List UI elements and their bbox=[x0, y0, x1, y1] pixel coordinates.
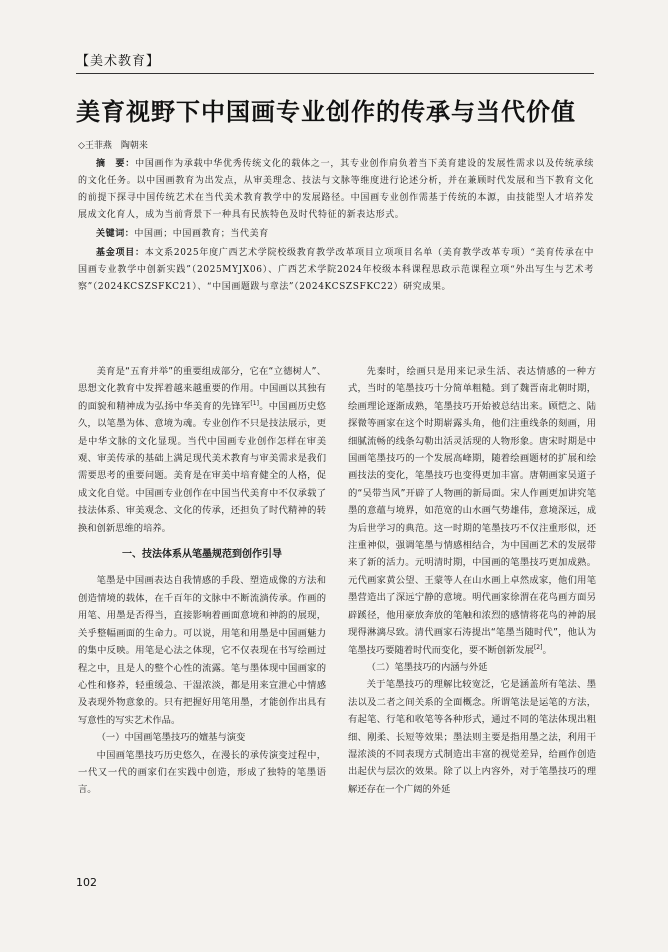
abstract-block bbox=[78, 156, 594, 296]
abstract-label: 摘 要： bbox=[96, 159, 136, 169]
fund-label: 基金项目： bbox=[96, 248, 145, 258]
paragraph: 美育是“五育并举”的重要组成部分，它在“立德树人”、思想文化教育中发挥着越来越重要的作用。中国画以其独有的面貌和精神成为弘扬中华美育的先锋军[1]。中国画历史悠久，以笔墨为体、意境为魂。专业创作不只是技法展示，更是中华文脉的文化显现。当代中国画专业创作怎样在审美观、审美传承的基础上满足现代美术教育与审美需求是我们需要思考的重要问题。美育是在审美中培育健全的人格，促成文化自觉。中国画专业创作在中国当代美育中不仅承载了技法体系、审美观念、文化的传承，还担负了时代精神的转换和创新思维的培养。 bbox=[78, 366, 326, 534]
keywords-text: 中国画；中国画教育；当代美育 bbox=[134, 229, 269, 239]
article-authors: ◇王菲燕 陶朝来 bbox=[78, 141, 148, 151]
paragraph: 中国画笔墨技巧历史悠久，在漫长的承传演变过程中，一代又一代的画家们在实践中创造，形成了独特的笔墨语言。 bbox=[78, 749, 326, 796]
paragraph: 关于笔墨技巧的理解比较宽泛，它是涵盖所有笔法、墨法以及二者之间关系的全面概念。所谓笔法是运笔的方法，有起笔、行笔和收笔等各种形式，通过不同的笔法体现出粗细、刚柔、长短等效果；墨法则主要是指用墨之法，利用干湿浓淡的不同表现方式制造出丰富的视觉差异，给画作创造出起伏与层次的效果。除了以上内容外，对于笔墨技巧的理解还存在一个广阔的外延 bbox=[348, 679, 596, 795]
article-title: 美育视野下中国画专业创作的传承与当代价值 bbox=[76, 98, 576, 126]
section-tag: 【美术教育】 bbox=[76, 54, 161, 69]
paragraph: 先秦时，绘画只是用来记录生活、表达情感的一种方式，当时的笔墨技巧十分简单粗糙。到了魏晋南北朝时期，绘画理论逐渐成熟，笔墨技巧开始被总结出来。顾恺之、陆探微等画家在这个时期崭露头角，他们注重线条的刻画，用细腻流畅的线条勾勒出活灵活现的人物形象。唐宋时期是中国画笔墨技巧的一个发展高峰期，随着绘画题材的扩展和绘画技法的变化，笔墨技巧也变得更加丰富。唐朝画家吴道子的“吴带当风”开辟了人物画的新局面。宋人作画更加讲究笔墨的意蕴与境界，如范宽的山水画气势雄伟，意境深远，成为后世学习的典范。这一时期的笔墨技巧不仅注重形似，还注重神似，强调笔墨与情感相结合，为中国画艺术的发展带来了新的活力。元明清时期，中国画的笔墨技巧更加成熟。元代画家黄公望、王蒙等人在山水画上卓然成家，他们用笔墨营造出了深远宁静的意境。明代画家徐渭在花鸟画方面另辟蹊径，他用豪放奔放的笔触和浓烈的感情将花鸟的神韵展现得淋漓尽致。清代画家石涛提出“笔墨当随时代”，他认为笔墨技巧要随着时代而变化，要不断创新发展[2]。 bbox=[348, 366, 596, 656]
fund-text: 本文系2025年度广西艺术学院校级教育教学改革项目立项项目名单（美育教学改革专项）“美育传承在中国画专业教学中创新实践”（2025MYJX06）、广西艺术学院2024年校级本科课程思政示范课程立项“外出写生与艺术考察”（2024KCSZSFKC21）、“中国画题跋与章法”（2024KCSZSFKC22）研究成果。 bbox=[78, 248, 594, 292]
keywords-label: 关键词： bbox=[96, 229, 135, 239]
fund-note bbox=[78, 245, 594, 296]
page-number: 102 bbox=[76, 876, 97, 889]
keywords bbox=[78, 226, 594, 243]
citation-ref: [1] bbox=[250, 399, 259, 407]
subsection-heading: （一）中国画笔墨技巧的嬗基与演变 bbox=[96, 732, 246, 744]
section-heading: 一、技法体系从笔墨规范到创作引导 bbox=[122, 549, 282, 561]
subsection-heading: （二）笔墨技巧的内涵与外延 bbox=[366, 661, 488, 673]
citation-ref: [2] bbox=[533, 643, 543, 651]
header-rule bbox=[76, 73, 594, 74]
paragraph: 笔墨是中国画表达自我情感的手段、塑造成像的方法和创造情境的载体，在千百年的文脉中不断流淌传承。作画的用笔、用墨是否得当，直接影响着画面意境和神韵的展现，关乎整幅画面的生命力。可以说，用笔和用墨是中国画魅力的集中反映。用笔是心法之体现，它不仅表现在书写绘画过程之中，且是人的整个心性的流露。笔与墨体现中国画家的心性和修养，轻重缓急、干湿浓淡，都是用来宣泄心中情感及表现外物意象的。只有把握好用笔用墨，才能创作出具有写意性的写实艺术作品。 bbox=[78, 575, 326, 726]
left-column bbox=[78, 363, 326, 799]
abstract bbox=[78, 156, 594, 224]
abstract-text: 中国画作为承载中华优秀传统文化的载体之一，其专业创作肩负着当下美育建设的发展性需求以及传统承续的文化任务。以中国画教育为出发点，从审美理念、技法与文脉等维度进行论述分析，并在兼顾时代发展和当下教育文化的前提下探寻中国传统艺术在当代美术教育教学中的发展路径。中国画专业创作需基于传统的本源，由技能型人才培养发展成文化育人，成为当前背景下一种具有民族特色及时代特征的新表达形式。 bbox=[78, 159, 594, 220]
right-column bbox=[348, 363, 596, 798]
